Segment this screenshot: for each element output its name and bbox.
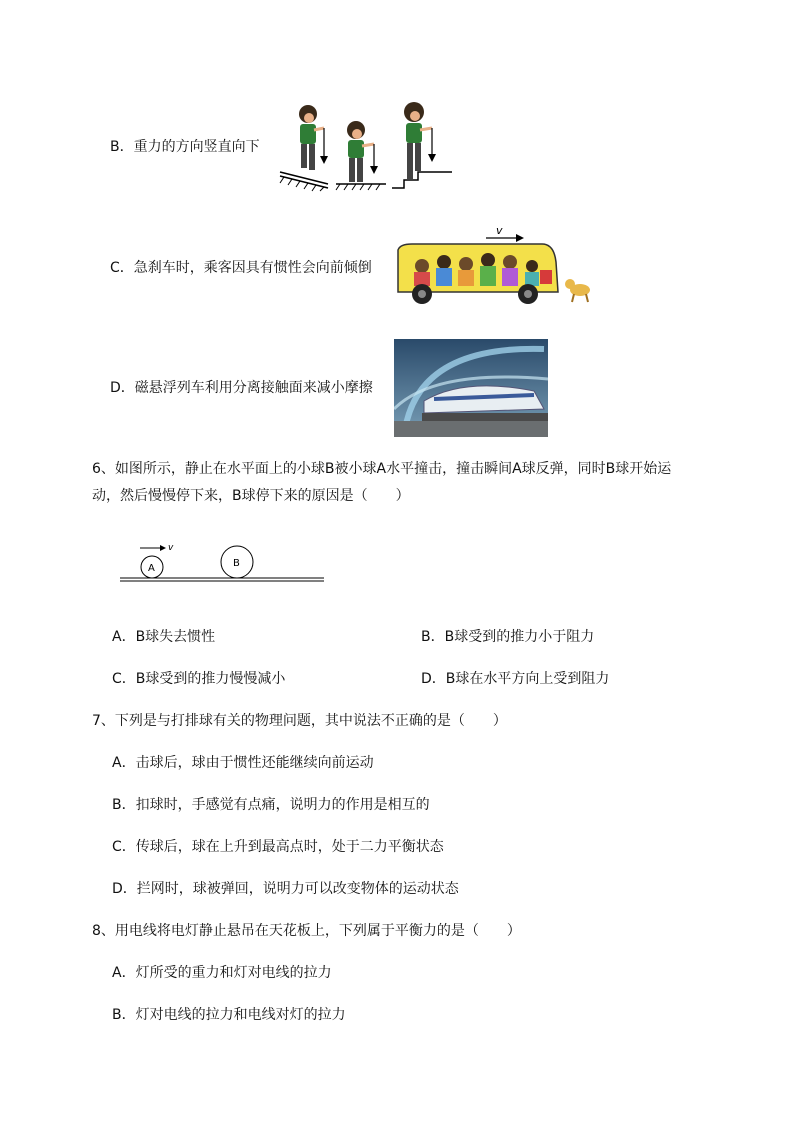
q6-stem-line2: 动，然后慢慢停下来，B球停下来的原因是（ ） <box>92 488 410 504</box>
q5-option-b: B．重力的方向竖直向下 <box>110 139 260 155</box>
gravity-direction-illustration <box>278 100 454 192</box>
q6-stem-line1: 6、如图所示，静止在水平面上的小球B被小球A水平撞击，撞击瞬间A球反弹，同时B球开始运 <box>92 461 672 477</box>
q8-option-b: B．灯对电线的拉力和电线对灯的拉力 <box>112 1007 346 1023</box>
ball-b-label: B <box>233 558 240 569</box>
q7-option-b: B．扣球时，手感觉有点痛，说明力的作用是相互的 <box>112 797 430 813</box>
q7-option-c: C．传球后，球在上升到最高点时，处于二力平衡状态 <box>112 839 444 855</box>
q6-option-b: B．B球受到的推力小于阻力 <box>421 629 595 645</box>
balls-collision-figure <box>116 540 326 584</box>
q7-option-a: A．击球后，球由于惯性还能继续向前运动 <box>112 755 374 771</box>
velocity-label: v <box>496 224 503 237</box>
q7-stem: 7、下列是与打排球有关的物理问题，其中说法不正确的是（ ） <box>92 713 507 729</box>
bus-braking-illustration <box>392 222 598 308</box>
q8-option-a: A．灯所受的重力和灯对电线的拉力 <box>112 965 332 981</box>
q7-option-d: D．拦网时，球被弹回，说明力可以改变物体的运动状态 <box>112 881 459 897</box>
maglev-train-photo <box>394 339 548 437</box>
q5-option-d: D．磁悬浮列车利用分离接触面来减小摩擦 <box>110 380 373 396</box>
q8-stem: 8、用电线将电灯静止悬吊在天花板上，下列属于平衡力的是（ ） <box>92 923 521 939</box>
velocity-v-label: v <box>168 543 174 553</box>
q5-option-c: C．急刹车时，乘客因具有惯性会向前倾倒 <box>110 260 372 276</box>
q6-option-a: A．B球失去惯性 <box>112 629 216 645</box>
ball-a-label: A <box>148 563 155 574</box>
q6-option-c: C．B球受到的推力慢慢减小 <box>112 671 286 687</box>
q6-option-d: D．B球在水平方向上受到阻力 <box>421 671 610 687</box>
